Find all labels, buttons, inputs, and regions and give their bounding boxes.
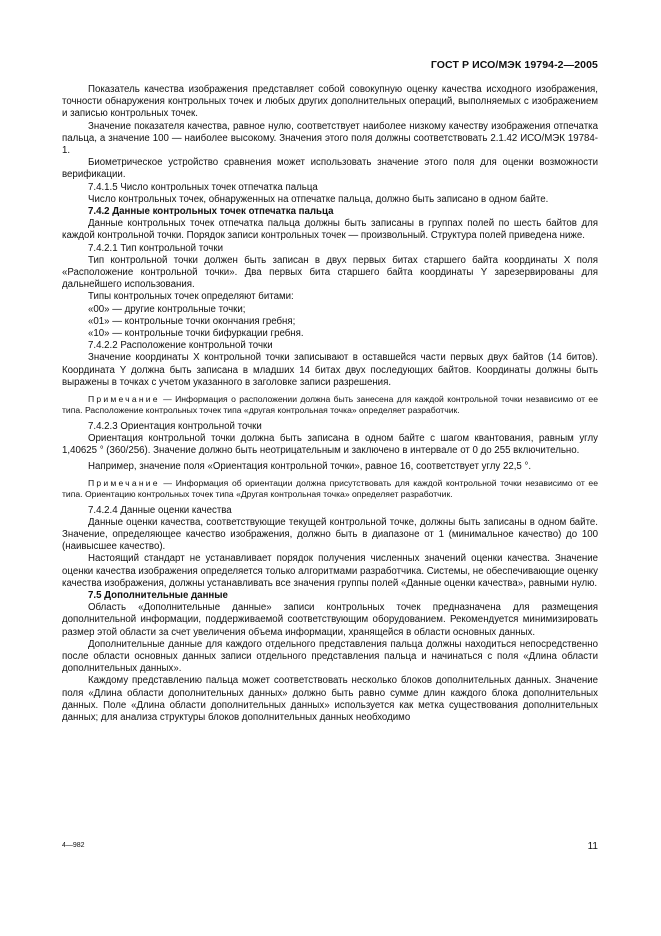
list-item: «10» — контрольные точки бифуркации гребня. (88, 328, 304, 340)
paragraph: Биометрическое устройство сравнения может использовать значение этого поля для оценки возможности верификации. (62, 157, 598, 181)
section-heading: 7.4.2.1 Тип контрольной точки (88, 242, 223, 254)
paragraph: Тип контрольной точки должен быть записан в двух первых битах старшего байта координаты X поля «Расположение контрольной точки». Два первых бита старшего байта координаты Y зарезервированы для дальнейшего использования. (62, 254, 598, 291)
note-text: — Информация о расположении должна быть занесена для каждой контрольной точки независимо от ее типа. Расположение контрольных точек типа «другая контрольная точка» определяет разработчик. (62, 394, 598, 416)
section-heading-bold: 7.4.2 Данные контрольных точек отпечатка пальца (88, 206, 334, 218)
section-heading: 7.4.2.3 Ориентация контрольной точки (88, 420, 262, 432)
note-text: — Информация об ориентации должна присутствовать для каждой контрольной точки независимо от ее типа. Ориентацию контрольных точек типа «Другая контрольная точка» определяет разработчик. (62, 477, 598, 500)
section-heading: 7.4.2.2 Расположение контрольной точки (88, 340, 273, 352)
section-heading-bold: 7.5 Дополнительные данные (88, 589, 228, 601)
paragraph: Настоящий стандарт не устанавливает порядок получения численных значений оценки качества. Значение оценки качества изображения определяется только алгоритмами разработчика. Системы, не обеспечивающие оценку качества изображения, должны устанавливать все значения группы полей «Данные оценки качества», равными нулю. (62, 553, 598, 589)
paragraph: Данные оценки качества, соответствующие текущей контрольной точке, должны быть записаны в одном байте. Значение, определяющее качество изображения, должно быть в диапазоне от 1 (минимальное качество) до 100 (наивысшее качество). (62, 516, 598, 553)
paragraph: Данные контрольных точек отпечатка пальца должны быть записаны в группах полей по шесть байтов для каждой контрольной точки. Порядок записи контрольных точек — произвольный. Структура полей приведена ниже. (62, 218, 598, 242)
paragraph: Дополнительные данные для каждого отдельного представления пальца должны находиться непосредственно после области основных данных записи отдельного представления пальца и начинаться с поля «Длина области дополнительных данных». (62, 638, 598, 675)
paragraph: Область «Дополнительные данные» записи контрольных точек предназначена для размещения дополнительной информации, поддерживаемой соответствующим оборудованием. Рекомендуется минимизировать размер этой области за счет увеличения объема информации, хранящейся в области основных данных. (62, 602, 598, 638)
paragraph: Например, значение поля «Ориентация контрольной точки», равное 16, соответствует углу 22,5 °. (88, 460, 532, 472)
note-label: Примечание (88, 394, 160, 405)
paragraph: Значение координаты X контрольной точки записывают в оставшейся части первых двух байтов (14 битов). Координата Y должна быть записана в младших 14 битах двух последующих байтов. Координаты должны быть выражены в точках с учетом указанного в заголовке записи разрешения. (62, 352, 598, 388)
list-item: «00» — другие контрольные точки; (88, 303, 246, 315)
note (62, 394, 598, 417)
note (62, 478, 598, 501)
paragraph: Ориентация контрольной точки должна быть записана в одном байте с шагом квантования, равным углу 1,40625 ° (360/256). Значение должно быть неотрицательным и заключено в интервале от 0 до 255 включительно. (62, 433, 598, 457)
section-heading: 7.4.1.5 Число контрольных точек отпечатка пальца (88, 181, 318, 193)
print-run-mark: 4—982 (62, 842, 85, 849)
page-number: 11 (587, 841, 598, 852)
document-body (62, 84, 598, 724)
note-label: Примечание (88, 477, 160, 488)
section-heading: 7.4.2.4 Данные оценки качества (88, 504, 232, 516)
document-code-header: ГОСТ Р ИСО/МЭК 19794-2—2005 (430, 59, 598, 71)
paragraph: Типы контрольных точек определяют битами: (88, 291, 294, 303)
paragraph: Показатель качества изображения представляет собой совокупную оценку качества исходного изображения, точности обнаружения контрольных точек и любых других дополнительных операций, выполняемых с изображением и записью контрольных точек. (62, 84, 598, 120)
paragraph: Число контрольных точек, обнаруженных на отпечатке пальца, должно быть записано в одном байте. (88, 193, 549, 205)
paragraph: Значение показателя качества, равное нулю, соответствует наиболее низкому качеству изображения отпечатка пальца, а значение 100 — наиболее высокому. Значения этого поля должны соответствовать 2.1.42 ИСО/МЭК 19784-1. (62, 120, 598, 157)
paragraph: Каждому представлению пальца может соответствовать несколько блоков дополнительных данных. Значение поля «Длина области дополнительных данных» должно быть равно сумме длин каждого блока дополнительных данных. Поле «Длина области дополнительных данных» используется как метка существования дополнительных данных; для анализа структуры блоков дополнительных данных необходимо (62, 675, 598, 723)
list-item: «01» — контрольные точки окончания гребня; (88, 315, 296, 327)
